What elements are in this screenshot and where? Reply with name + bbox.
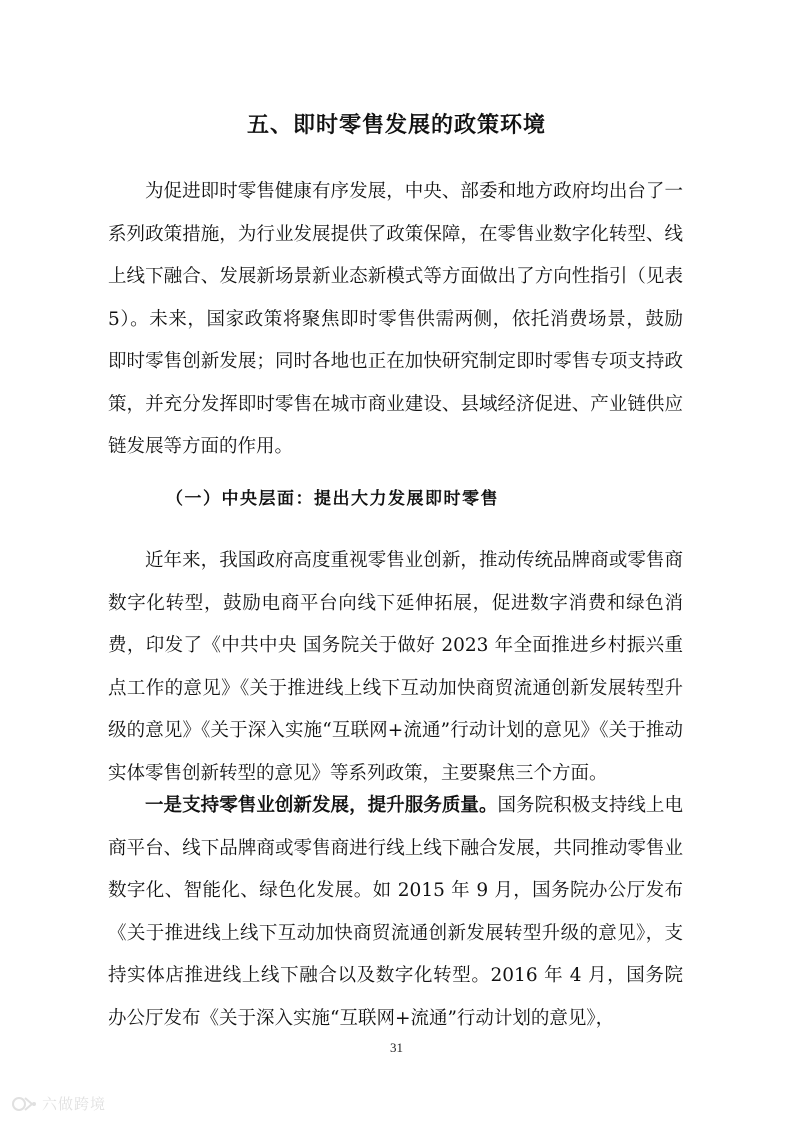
paragraph-central-policies: 近年来，我国政府高度重视零售业创新，推动传统品牌商或零售商数字化转型，鼓励电商平台向线下延伸拓展，促进数字消费和绿色消费，印发了《中共中央 国务院关于做好 2023 年全面推进乡村振兴重点工作的意见》《关于推进线上线下互动加快商贸流通创新发展转型升级的意见》《关于深入实施“互联网+流通”行动计划的意见》《关于推动实体零售创新转型的意见》等系列政策，主要聚焦三个方面。 <box>108 550 683 784</box>
watermark <box>12 1093 106 1114</box>
brand-logo-icon <box>12 1095 38 1113</box>
paragraph-point-one <box>108 785 683 1040</box>
watermark-text: 六做跨境 <box>42 1095 107 1113</box>
paragraph-point-one-body: 国务院积极支持线上电商平台、线下品牌商或零售商进行线上线下融合发展，共同推动零售业数字化、智能化、绿色化发展。如 2015 年 9 月，国务院办公厅发布《关于推进线上线下互动加快商贸流通创新发展转型升级的意见》，支持实体店推进线上线下融合以及数字化转型。2016 年 4 月，国务院办公厅发布《关于深入实施“互联网+流通”行动计划的意见》， <box>108 795 683 1029</box>
page-number: 31 <box>390 1040 403 1055</box>
section-title: 五、即时零售发展的政策环境 <box>246 113 546 138</box>
paragraph-point-one-lead: 一是支持零售业创新发展，提升服务质量。 <box>145 795 498 816</box>
paragraph-policy-overview: 为促进即时零售健康有序发展，中央、部委和地方政府均出台了一系列政策措施，为行业发展提供了政策保障，在零售业数字化转型、线上线下融合、发展新场景新业态新模式等方面做出了方向性指引（见表 5）。未来，国家政策将聚焦即时零售供需两侧，依托消费场景，鼓励即时零售创新发展；同时各地也正在加快研究制定即时零售专项支持政策，并充分发挥即时零售在城市商业建设、县域经济促进、产业链供应链发展等方面的作用。 <box>108 181 683 457</box>
subheading-central-level: （一）中央层面：提出大力发展即时零售 <box>166 489 499 509</box>
